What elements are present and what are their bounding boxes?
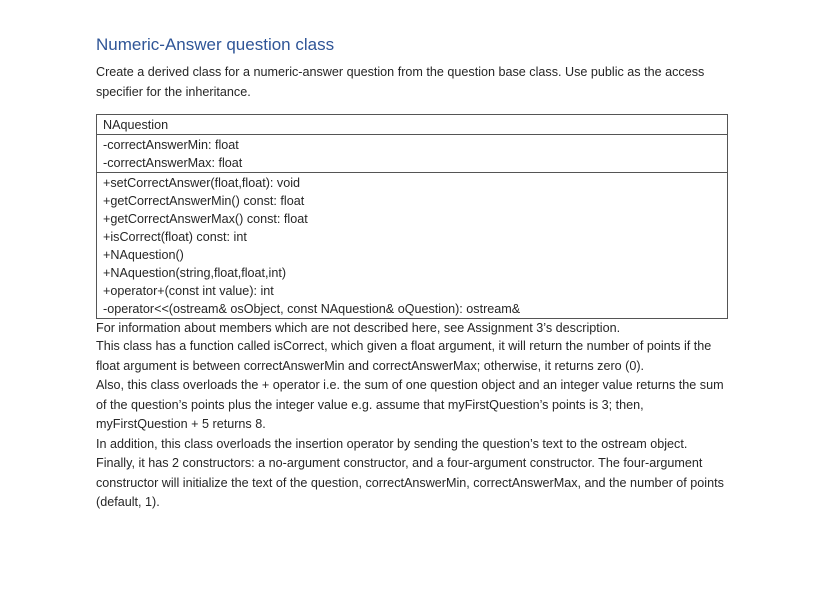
- uml-attributes-section: [97, 134, 727, 172]
- uml-method: +isCorrect(float) const: int: [103, 230, 247, 244]
- uml-method: +NAquestion(string,float,float,int): [103, 266, 287, 280]
- uml-methods-section: [97, 172, 727, 318]
- uml-class-name: NAquestion: [103, 118, 169, 132]
- document-page: [96, 33, 728, 513]
- iscorrect-paragraph: This class has a function called isCorrect, which given a float argument, it will return the number of points if the float argument is between correctAnswerMin and correctAnswerMax; otherwise, it returns zero (0).: [96, 339, 712, 373]
- uml-method: +getCorrectAnswerMax() const: float: [103, 212, 308, 226]
- uml-method: +setCorrectAnswer(float,float): void: [103, 176, 301, 190]
- section-heading: Numeric-Answer question class: [96, 35, 335, 54]
- uml-method: +operator+(const int value): int: [103, 284, 274, 298]
- uml-method: +NAquestion(): [103, 248, 184, 262]
- operator-plus-paragraph: Also, this class overloads the + operator i.e. the sum of one question object and an integer value returns the sum of the question’s points plus the integer value e.g. assume that myFirstQuestion’s points is 3; then, myFirstQuestion + 5 returns 8.: [96, 378, 724, 431]
- intro-paragraph: Create a derived class for a numeric-answer question from the question base class. Use public as the access specifier for the inheritance.: [96, 65, 705, 99]
- uml-class-name-section: [97, 115, 727, 134]
- uml-attribute: -correctAnswerMax: float: [103, 156, 243, 170]
- uml-method: +getCorrectAnswerMin() const: float: [103, 194, 305, 208]
- uml-class-diagram: [96, 114, 728, 319]
- members-note: For information about members which are not described here, see Assignment 3’s description.: [96, 321, 621, 335]
- insertion-operator-paragraph: In addition, this class overloads the insertion operator by sending the question’s text to the ostream object.: [96, 436, 688, 451]
- uml-method: -operator<<(ostream& osObject, const NAquestion& oQuestion): ostream&: [103, 302, 521, 316]
- constructors-paragraph: Finally, it has 2 constructors: a no-argument constructor, and a four-argument constructor. The four-argument constructor will initialize the text of the question, correctAnswerMin, correctAnswerMax, and the number of points (default, 1).: [96, 456, 724, 509]
- uml-attribute: -correctAnswerMin: float: [103, 138, 239, 152]
